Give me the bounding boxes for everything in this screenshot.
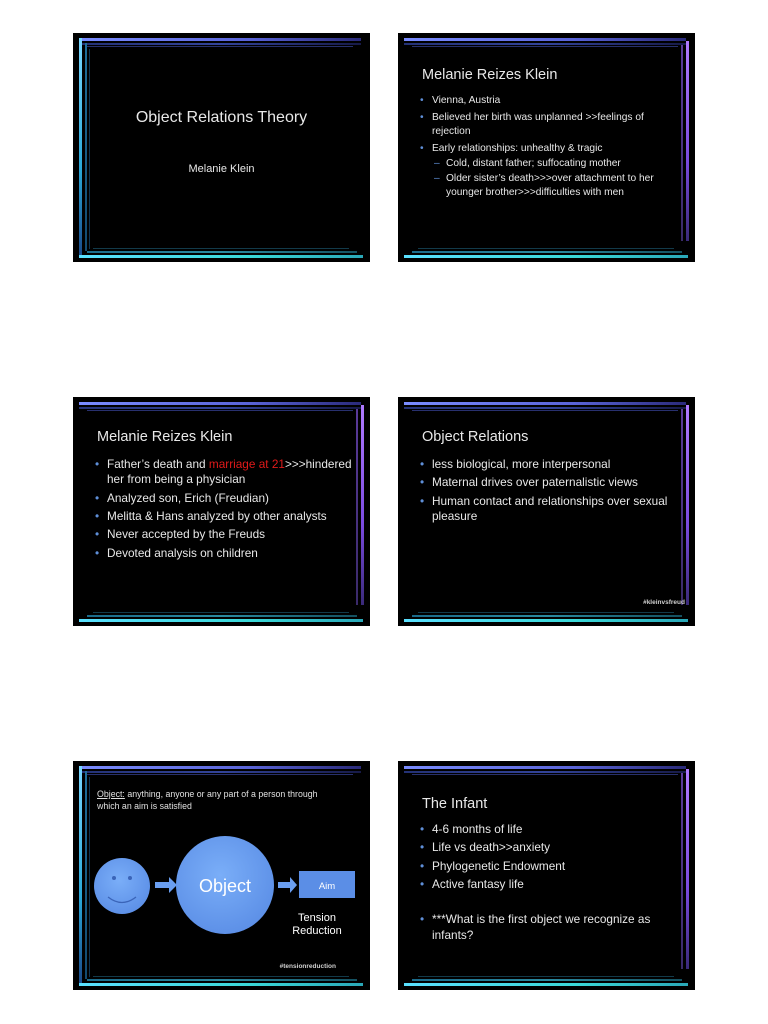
frame-bar <box>87 46 353 47</box>
frame-bar <box>87 615 357 617</box>
frame-bar <box>79 619 363 622</box>
frame-bar <box>404 255 688 258</box>
frame-bar <box>361 405 364 605</box>
frame-bar <box>412 615 682 617</box>
hashtag-label: #tensionreduction <box>279 963 336 970</box>
frame-bar <box>412 46 678 47</box>
sub-bullet-item: – Older sister’s death>>>over attachment to her younger brother>>>difficulties with men <box>420 172 680 199</box>
bullet-item: • Believed her birth was unplanned >>feelings of rejection <box>420 111 680 138</box>
slide-5 <box>73 761 370 990</box>
frame-bar <box>686 769 689 969</box>
slide-1 <box>73 33 370 262</box>
frame-bar <box>418 612 674 613</box>
frame-bar <box>79 38 82 256</box>
definition-term: Object: <box>97 789 125 799</box>
frame-bar <box>418 248 674 249</box>
bullet-list <box>420 822 680 947</box>
frame-bar <box>93 612 349 613</box>
bullet-item: • Maternal drives over paternalistic views <box>420 475 680 490</box>
frame-bar <box>79 402 361 405</box>
aim-label: Aim <box>318 881 336 892</box>
frame-bar <box>404 766 686 769</box>
bullet-item: • Melitta & Hans analyzed by other analysts <box>95 509 355 524</box>
frame-bar <box>404 771 686 773</box>
frame-bar <box>87 410 353 411</box>
hashtag-label: #kleinvsfreud <box>643 599 685 606</box>
bullet-item: • Human contact and relationships over sexual pleasure <box>420 494 680 525</box>
bullet-item: • Early relationships: unhealthy & tragic <box>420 142 680 155</box>
object-label: Object <box>198 876 252 896</box>
frame-bar <box>356 409 358 605</box>
frame-bar <box>79 407 361 409</box>
smiley-face-icon <box>94 858 150 914</box>
frame-bar <box>404 38 686 41</box>
tension-label-line1: Tension <box>298 912 336 924</box>
frame-bar <box>85 43 87 251</box>
frame-bar <box>681 409 683 605</box>
frame-bar <box>412 774 678 775</box>
bullet-text: Father’s death and <box>107 457 209 471</box>
frame-bar <box>87 251 357 253</box>
frame-bar <box>404 43 686 45</box>
frame-bar <box>93 248 349 249</box>
frame-bar <box>418 976 674 977</box>
frame-bar <box>404 407 686 409</box>
bullet-item: • Vienna, Austria <box>420 94 680 107</box>
highlight-text: marriage at 21 <box>208 457 285 471</box>
slide-title: The Infant <box>422 796 488 812</box>
bullet-item: • ***What is the first object we recognize as infants? <box>420 912 680 943</box>
frame-bar <box>412 979 682 981</box>
bullet-item: • 4-6 months of life <box>420 822 680 837</box>
frame-bar <box>412 251 682 253</box>
frame-bar <box>686 405 689 605</box>
frame-bar <box>404 402 686 405</box>
slide-4 <box>398 397 695 626</box>
sub-bullet-item: – Cold, distant father; suffocating mother <box>420 157 680 170</box>
arrow-right-icon <box>278 877 297 893</box>
bullet-list <box>95 457 355 565</box>
tension-label-line2: Reduction <box>292 925 342 937</box>
frame-bar <box>412 410 678 411</box>
frame-bar <box>681 45 683 241</box>
frame-bar <box>404 983 688 986</box>
slide-2 <box>398 33 695 262</box>
bullet-item: • Phylogenetic Endowment <box>420 859 680 874</box>
frame-bar <box>686 41 689 241</box>
frame-bar <box>404 619 688 622</box>
frame-bar <box>79 43 361 45</box>
object-diagram <box>73 761 370 990</box>
bullet-item: • Life vs death>>anxiety <box>420 840 680 855</box>
frame-bar <box>89 49 90 249</box>
definition-text: anything, anyone or any part of a person through which an aim is satisfied <box>97 789 318 811</box>
bullet-item: • Never accepted by the Freuds <box>95 527 355 542</box>
slide-title: Melanie Reizes Klein <box>97 429 233 445</box>
slide-title: Melanie Reizes Klein <box>422 67 558 83</box>
frame-bar <box>681 773 683 969</box>
frame-bar <box>79 255 363 258</box>
slide-title: Object Relations Theory <box>135 109 308 126</box>
bullet-item: • Active fantasy life <box>420 877 680 892</box>
slide-3 <box>73 397 370 626</box>
bullet-item: • Devoted analysis on children <box>95 546 355 561</box>
arrow-right-icon <box>155 877 177 893</box>
bullet-text: >>>hindered her from being a physician <box>107 457 352 487</box>
bullet-list <box>420 457 680 528</box>
bullet-item: • Analyzed son, Erich (Freudian) <box>95 491 355 506</box>
slide-subtitle: Melanie Klein <box>188 163 255 175</box>
frame-bar <box>79 38 361 41</box>
slide-title: Object Relations <box>422 429 529 445</box>
bullet-item <box>95 457 355 488</box>
slide-6 <box>398 761 695 990</box>
bullet-list <box>420 94 680 203</box>
bullet-item: • less biological, more interpersonal <box>420 457 680 472</box>
